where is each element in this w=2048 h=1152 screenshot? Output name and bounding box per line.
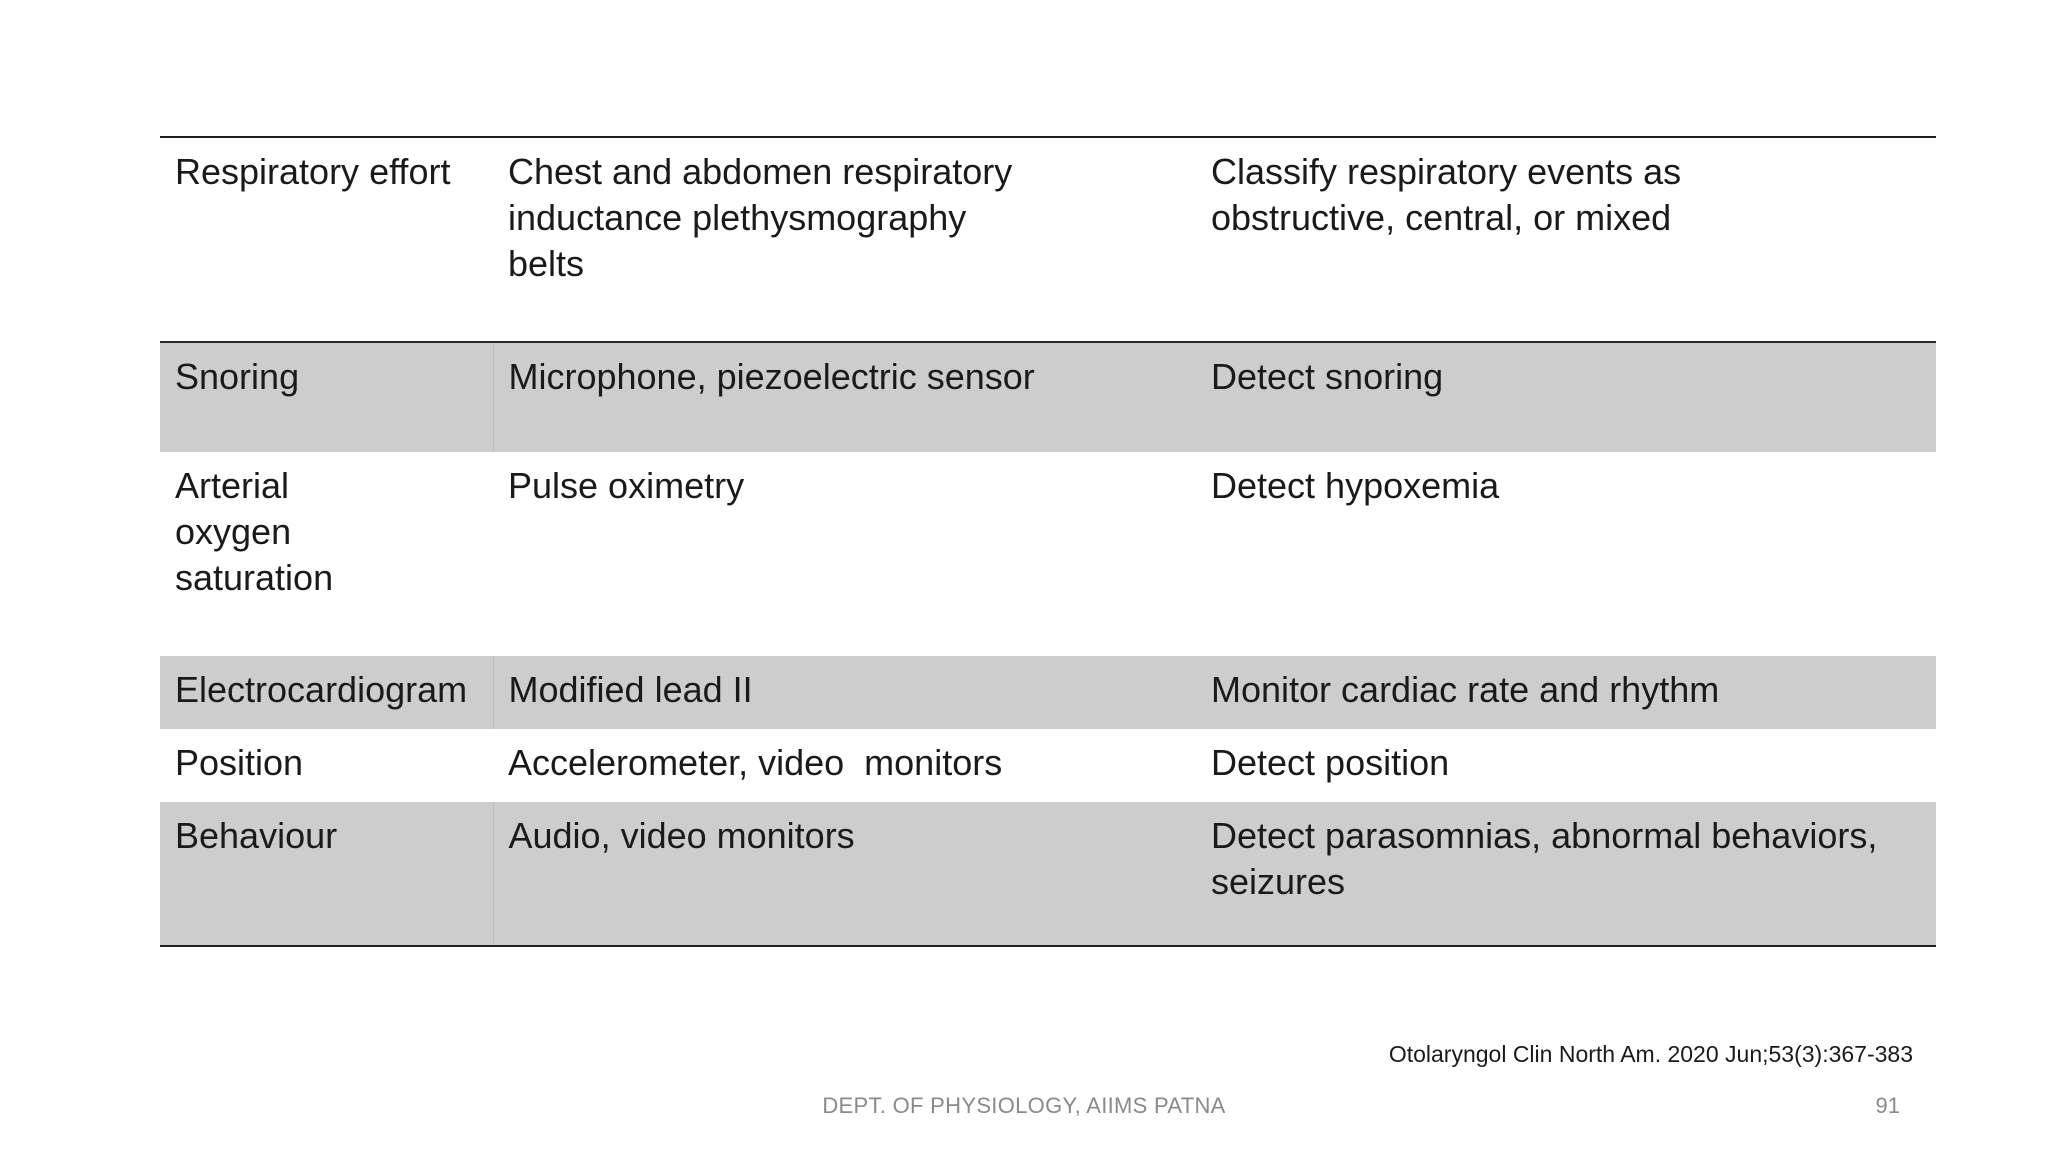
cell-parameter <box>160 802 493 946</box>
polysomnography-table <box>160 136 1936 947</box>
cell-purpose <box>1196 802 1936 946</box>
cell-purpose <box>1196 452 1936 656</box>
cell-sensor-line: Pulse oximetry <box>508 465 745 506</box>
cell-sensor <box>493 729 1196 802</box>
cell-sensor <box>493 656 1196 729</box>
cell-purpose <box>1196 729 1936 802</box>
cell-parameter <box>160 137 493 342</box>
cell-purpose-line: obstructive, central, or mixed <box>1211 197 1672 238</box>
cell-parameter-text: Behaviour <box>175 815 338 856</box>
table-row-position <box>160 729 1936 802</box>
cell-parameter-text: Position <box>175 742 304 783</box>
cell-parameter-text: Respiratory effort <box>175 151 451 192</box>
cell-parameter <box>160 729 493 802</box>
cell-parameter-line: oxygen <box>175 511 292 552</box>
table-row-snoring <box>160 342 1936 452</box>
cell-sensor-line: Chest and abdomen respiratory <box>508 151 1013 192</box>
cell-purpose-line: Monitor cardiac rate and rhythm <box>1211 669 1720 710</box>
cell-parameter-text: Electrocardiogram <box>175 669 468 710</box>
cell-sensor-line: inductance plethysmography <box>508 197 967 238</box>
table-row-behaviour <box>160 802 1936 946</box>
cell-sensor-line: Modified lead II <box>508 669 753 710</box>
cell-sensor-line: Audio, video monitors <box>508 815 855 856</box>
cell-sensor-line: belts <box>508 243 585 284</box>
page-number: 91 <box>1875 1093 1900 1118</box>
cell-parameter <box>160 656 493 729</box>
cell-sensor <box>493 137 1196 342</box>
cell-purpose-line: Detect position <box>1211 742 1450 783</box>
cell-purpose <box>1196 656 1936 729</box>
cell-parameter-text: Snoring <box>175 356 300 397</box>
cell-parameter <box>160 342 493 452</box>
cell-purpose-line: Detect snoring <box>1211 356 1444 397</box>
cell-purpose-line: Detect hypoxemia <box>1211 465 1500 506</box>
cell-parameter <box>160 452 493 656</box>
cell-parameter-line: saturation <box>175 557 334 598</box>
cell-parameter-line: Arterial <box>175 465 290 506</box>
cell-sensor <box>493 342 1196 452</box>
cell-purpose <box>1196 137 1936 342</box>
cell-sensor <box>493 802 1196 946</box>
cell-purpose-line: Detect parasomnias, abnormal behaviors, <box>1211 815 1878 856</box>
cell-purpose <box>1196 342 1936 452</box>
table-row-electrocardiogram <box>160 656 1936 729</box>
footer-department: DEPT. OF PHYSIOLOGY, AIIMS PATNA <box>822 1093 1226 1118</box>
table-row-arterial-oxygen-saturation <box>160 452 1936 656</box>
citation: Otolaryngol Clin North Am. 2020 Jun;53(3):367-383 <box>1388 1041 1913 1067</box>
cell-sensor <box>493 452 1196 656</box>
cell-purpose-line: seizures <box>1211 861 1346 902</box>
cell-purpose-line: Classify respiratory events as <box>1211 151 1682 192</box>
cell-sensor-line: Accelerometer, video monitors <box>508 742 1003 783</box>
cell-sensor-line: Microphone, piezoelectric sensor <box>508 356 1035 397</box>
table-row-respiratory-effort <box>160 137 1936 342</box>
